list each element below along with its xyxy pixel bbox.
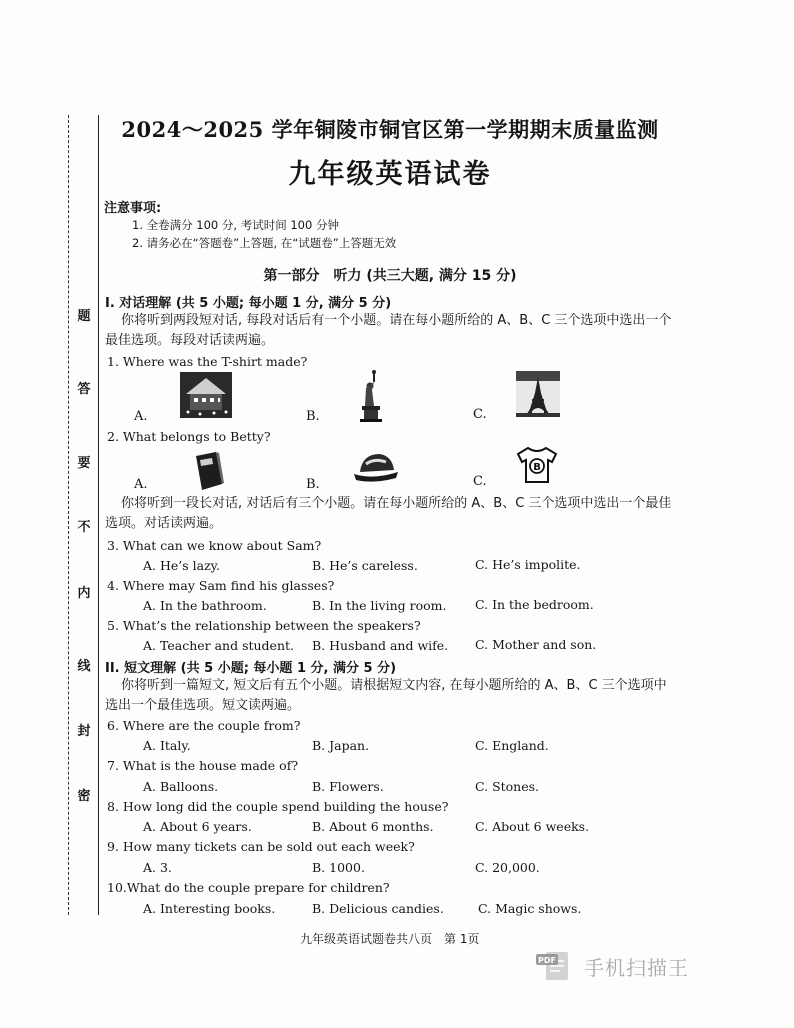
binding-dashed-line: [68, 115, 69, 915]
cap-image: [352, 450, 400, 484]
option-b: B. Flowers.: [312, 779, 384, 794]
binding-char: 要: [77, 456, 91, 471]
option-a: A. Balloons.: [143, 779, 219, 794]
binding-char: 内: [77, 586, 91, 601]
statue-of-liberty-image: [356, 370, 386, 422]
binding-solid-line: [98, 115, 99, 915]
option-c: C. About 6 weeks.: [475, 819, 590, 834]
option-b: B. Husband and wife.: [312, 638, 449, 653]
question: 6. Where are the couple from?: [107, 718, 301, 733]
notice-heading: 注意事项:: [104, 201, 162, 216]
section-instruction: 你将听到一篇短文, 短文后有五个小题。请根据短文内容, 在每小题所给的 A、B、C 三个选项中选出一个最佳选项。短文读两遍。: [105, 678, 667, 713]
eiffel-tower-image: [516, 371, 560, 417]
option-label: B.: [306, 409, 320, 424]
option-a: A. Italy.: [143, 738, 191, 753]
option-a: A. Interesting books.: [143, 901, 276, 916]
option-c: C. Stones.: [475, 779, 540, 794]
option-label: B.: [306, 477, 320, 492]
binding-char: 封: [77, 724, 91, 739]
option-label: C.: [473, 474, 487, 489]
option-label: A.: [134, 477, 148, 492]
option-c: C. He’s impolite.: [475, 557, 581, 572]
question: 5. What’s the relationship between the speakers?: [107, 618, 421, 633]
exam-subtitle: 九年级英语试卷: [288, 159, 492, 190]
option-b: B. About 6 months.: [312, 819, 434, 834]
book-image: [192, 452, 224, 490]
svg-text:PDF: PDF: [538, 956, 556, 965]
question-1: 1. Where was the T-shirt made?: [107, 354, 308, 369]
section-instruction-2: 你将听到一段长对话, 对话后有三个小题。请在每小题所给的 A、B、C 三个选项中选出一个最佳选项。对话读两遍。: [105, 496, 672, 531]
option-label: A.: [134, 409, 148, 424]
city-night-image: [180, 372, 232, 418]
binding-char: 密: [77, 789, 91, 804]
option-b: B. In the living room.: [312, 598, 447, 613]
tshirt-image: [514, 446, 560, 484]
page-footer: 九年级英语试题卷共八页 第 1页: [300, 932, 480, 946]
exam-title: 2024～2025 学年铜陵市铜官区第一学期期末质量监测: [121, 117, 659, 142]
option-a: A. About 6 years.: [143, 819, 252, 834]
notice-item: 2. 请务必在“答题卷”上答题, 在“试题卷”上答题无效: [132, 236, 397, 250]
section-heading: II. 短文理解 (共 5 小题; 每小题 1 分, 满分 5 分): [105, 661, 397, 676]
section-heading: I. 对话理解 (共 5 小题; 每小题 1 分, 满分 5 分): [105, 296, 392, 311]
option-b: B. He’s careless.: [312, 558, 418, 573]
question: 9. How many tickets can be sold out each week?: [107, 839, 415, 854]
section-instruction: 你将听到两段短对话, 每段对话后有一个小题。请在每小题所给的 A、B、C 三个选项中选出一个最佳选项。每段对话读两遍。: [105, 313, 672, 348]
question: 10.What do the couple prepare for children?: [107, 880, 390, 895]
binding-char: 线: [77, 659, 91, 674]
watermark-text: 手机扫描王: [584, 955, 689, 980]
option-b: B. Delicious candies.: [312, 901, 444, 916]
question: 8. How long did the couple spend building the house?: [107, 799, 449, 814]
binding-char: 不: [77, 520, 91, 535]
question: 3. What can we know about Sam?: [107, 538, 322, 553]
binding-char: 答: [77, 382, 91, 397]
option-a: A. Teacher and student.: [143, 638, 295, 653]
option-b: B. 1000.: [312, 860, 365, 875]
option-c: C. In the bedroom.: [475, 597, 594, 612]
option-c: C. 20,000.: [475, 860, 540, 875]
option-a: A. 3.: [143, 860, 172, 875]
option-a: A. He’s lazy.: [143, 558, 221, 573]
option-c: C. Mother and son.: [475, 637, 597, 652]
option-c: C. England.: [475, 738, 549, 753]
option-label: C.: [473, 407, 487, 422]
svg-text:B: B: [533, 462, 541, 473]
option-b: B. Japan.: [312, 738, 370, 753]
binding-char: 题: [77, 309, 91, 324]
question: 7. What is the house made of?: [107, 758, 299, 773]
scanner-watermark: [536, 948, 689, 984]
part-heading: 第一部分 听力 (共三大题, 满分 15 分): [263, 268, 517, 284]
question-2: 2. What belongs to Betty?: [107, 429, 271, 444]
question: 4. Where may Sam find his glasses?: [107, 578, 335, 593]
notice-item: 1. 全卷满分 100 分, 考试时间 100 分钟: [132, 218, 339, 232]
option-c: C. Magic shows.: [478, 901, 582, 916]
option-a: A. In the bathroom.: [143, 598, 267, 613]
pdf-scanner-icon: [536, 948, 574, 984]
